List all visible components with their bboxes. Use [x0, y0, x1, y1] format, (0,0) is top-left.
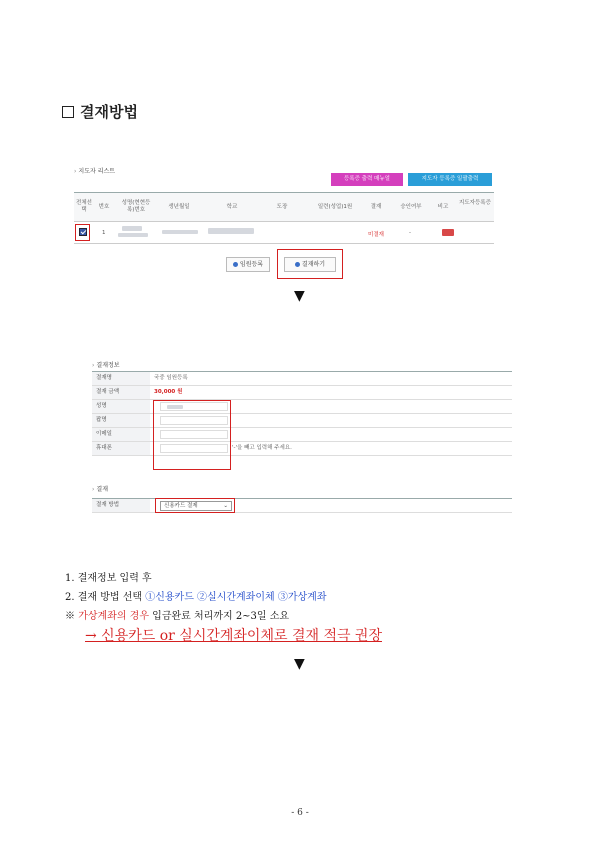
col-select-all[interactable]: 전체선택: [76, 200, 92, 213]
square-bullet-icon: [62, 106, 74, 118]
row-email: 이메일: [92, 428, 512, 442]
bullet-dot-icon: [233, 262, 238, 267]
phone-hint: '-'을 빼고 입력해 주세요.: [232, 445, 292, 451]
page-number: - 6 -: [291, 808, 309, 818]
highlight-payment-method: [155, 498, 235, 513]
table-row[interactable]: [74, 222, 494, 244]
col-dojang: 도장: [276, 204, 288, 210]
col-payment: 결재: [370, 204, 382, 210]
col-serial: 일련(성업)1원: [317, 204, 353, 210]
chevron-down-icon: ⌄: [223, 503, 228, 509]
payment-method-select[interactable]: 신용카드 결제 ⌄: [160, 501, 232, 511]
row-name: 성명: [92, 400, 512, 414]
table-header: [74, 192, 494, 222]
row-payment-method: 결재 방법 신용카드 결제 ⌄: [92, 499, 512, 513]
section-title: 결재방법: [80, 103, 138, 121]
col-birth: 생년월일: [168, 204, 190, 210]
col-name: 성명(현현등록)번호: [121, 200, 151, 213]
list-title: › 지도자 리스트: [74, 168, 116, 175]
bulk-print-button[interactable]: 지도자 등록증 일괄출력: [408, 173, 492, 186]
blurred-school: [208, 228, 254, 234]
note-virtual-account: ※ 가상계좌의 경우 입금완료 처리까지 2~3일 소요: [65, 611, 290, 622]
blurred-id: [118, 233, 148, 237]
payment-header: › 결재: [92, 486, 108, 493]
highlight-pay-button: [277, 249, 343, 279]
payment-form-screenshot: [92, 358, 512, 520]
certificate-badge[interactable]: [442, 229, 454, 236]
col-approval: 승인여부: [400, 204, 422, 210]
row-number: 1: [102, 230, 106, 236]
blurred-name: [122, 226, 142, 231]
print-manual-button[interactable]: 등록증 출력 매뉴얼: [331, 173, 403, 186]
row-phone: 휴대폰 '-'을 빼고 입력해 주세요.: [92, 442, 512, 456]
section-heading: [62, 101, 138, 122]
col-school: 학교: [226, 204, 238, 210]
payment-info-header: › 결재정보: [92, 362, 120, 369]
down-arrow-icon: ▼: [294, 656, 305, 672]
highlight-input-fields: [153, 400, 231, 470]
blurred-birth: [162, 230, 198, 234]
row-approval: -: [409, 230, 411, 236]
pay-button[interactable]: 결재하기: [284, 257, 336, 272]
row-payment-status: 미결재: [368, 232, 384, 238]
row-payment-name: 결재명 국중 임원등록: [92, 372, 512, 386]
down-arrow-icon: ▼: [294, 288, 305, 304]
col-certificate: 지도자등록증: [459, 200, 491, 206]
row-payment-amount: 결재 금액 30,000 원: [92, 386, 512, 400]
step-2: 2. 결재 방법 선택 ①신용카드 ②실시간계좌이체 ③가상계좌: [65, 592, 327, 603]
recommendation: → 신용카드 or 실시간계좌이체로 결재 적극 권장: [85, 628, 382, 644]
step-1: 1. 결재정보 입력 후: [65, 573, 152, 584]
highlight-checkbox: [75, 224, 90, 241]
col-number: 번호: [98, 204, 110, 210]
register-button[interactable]: 임원등록: [226, 257, 270, 272]
row-affiliation: 팝명: [92, 414, 512, 428]
col-note: 비고: [437, 204, 449, 210]
member-list-screenshot: [74, 160, 494, 285]
